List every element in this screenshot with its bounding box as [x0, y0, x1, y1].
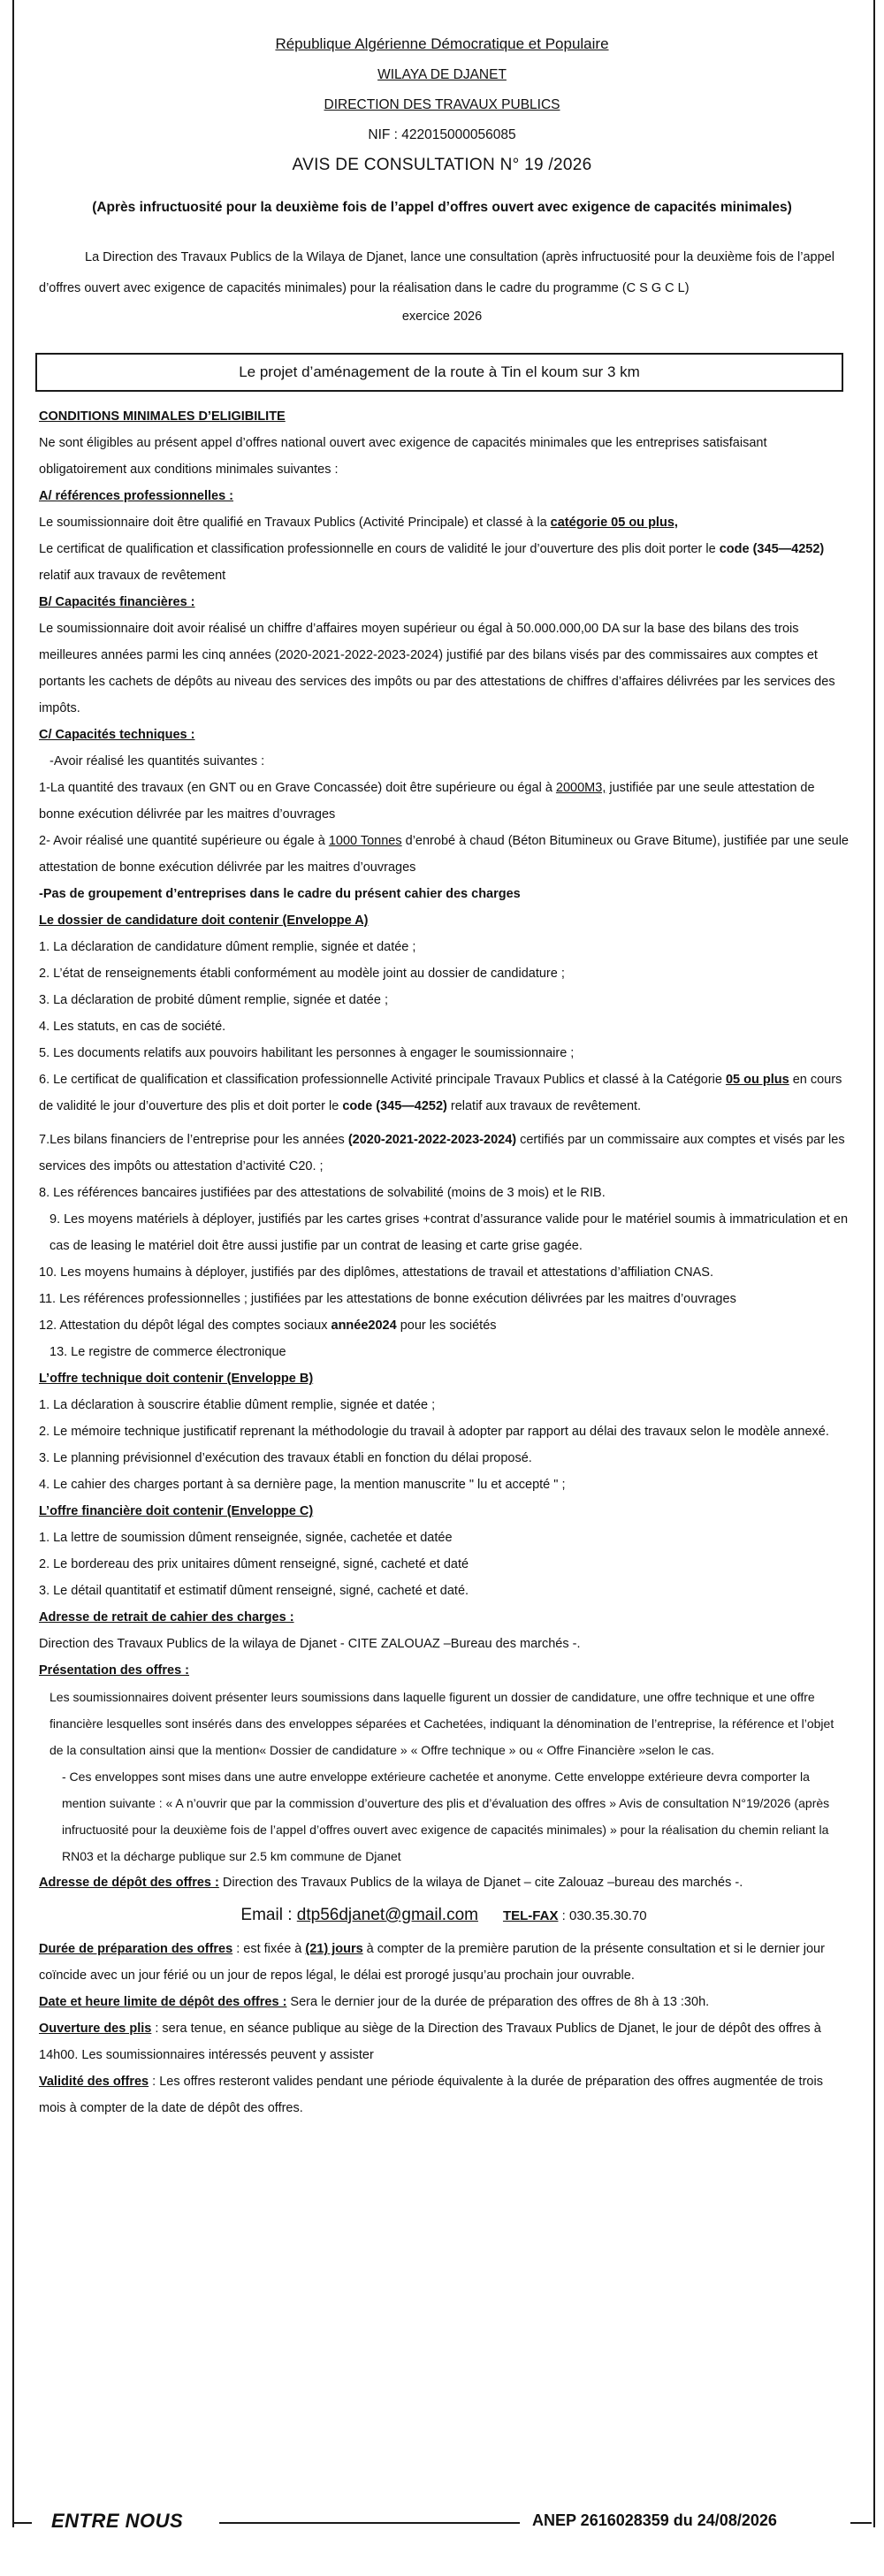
project-box [35, 353, 843, 392]
envelope-a-item: 4. Les statuts, en cas de société. [39, 1020, 226, 1034]
footer-bar [0, 2504, 884, 2540]
text-span: 1-La quantité des travaux (en GNT ou en Grave Concassée) doit être supérieure ou égal à [39, 781, 556, 795]
envelope-c-title: L’offre financière doit contenir (Enveloppe C) [39, 1504, 314, 1518]
date-limite-label: Date et heure limite de dépôt des offres : [39, 1995, 287, 2009]
presentation-title: Présentation des offres : [39, 1663, 190, 1678]
gnt-quantity: 2000M3, [555, 781, 606, 795]
text-span: justifiée par une seule attestation de bonne exécution délivrée par les maitres d’ouvrages [39, 781, 815, 822]
validite-paragraph [39, 2068, 849, 2121]
notice-title: AVIS DE CONSULTATION N° 19 /2026 [292, 156, 592, 174]
notice-subtitle: (Après infructuosité pour la deuxième fois de l’appel d’offres ouvert avec exigence de capacités minimales) [92, 200, 792, 215]
wilaya-heading: WILAYA DE DJANET [377, 67, 507, 82]
accounts-year: année2024 [331, 1319, 397, 1333]
activity-code: code (345—4252) [342, 1099, 447, 1113]
nif-number: NIF : 422015000056085 [368, 127, 516, 142]
text-span: : est fixée à [232, 1942, 306, 1956]
tel-label: TEL-FAX [502, 1908, 559, 1923]
intro-paragraph: La Direction des Travaux Publics de la Wilaya de Djanet, lance une consultation (après infructuosité pour la deuxième fois de l’appel d’offres ouvert avec exigence de capacités minimales) pour la réalisation dans le cadre du programme (C S G C L) [39, 250, 834, 295]
envelope-b-item: 3. Le planning prévisionnel d’exécution des travaux établi en fonction du délai proposé. [39, 1451, 532, 1465]
text-span: Sera le dernier jour de la durée de préparation des offres de 8h à 13 :30h. [286, 1995, 710, 2009]
envelope-c-item: 1. La lettre de soumission dûment renseignée, signée, cachetée et datée [39, 1531, 453, 1545]
envelope-c-item: 2. Le bordereau des prix unitaires dûment renseigné, signé, cacheté et daté [39, 1557, 469, 1571]
text-span: Le certificat de qualification et classification professionnelle en cours de validité le jour d’ouverture des plis doit porter le [39, 542, 720, 556]
footer-left-label: ENTRE NOUS [51, 2510, 184, 2532]
text-span: : sera tenue, en séance publique au siège de la Direction des Travaux Publics de Djanet, le jour de dépôt des offres à 14h00. Les soumissionnaires intéressés peuvent y assister [39, 2022, 821, 2062]
footer-rule-right [850, 2522, 872, 2524]
enrobe-quantity: 1000 Tonnes [328, 834, 402, 848]
text-span: certifiés par un commissaire aux comptes et visés par les services des impôts ou attestation d’activité C20. ; [39, 1133, 845, 1173]
depot-address [39, 1869, 849, 1896]
section-c-item-2 [39, 828, 849, 881]
footer-anep-reference: ANEP 2616028359 du 24/08/2026 [532, 2511, 777, 2529]
envelope-a-item-12 [39, 1312, 849, 1339]
email-label: Email : [240, 1906, 297, 1924]
text-span: : Les offres resteront valides pendant une période équivalente à la durée de préparation des offres augmentée de trois mois à compter de la date de dépôt des offres. [39, 2075, 823, 2115]
activity-code: code (345—4252) [719, 542, 825, 556]
fiscal-years: (2020-2021-2022-2023-2024) [347, 1133, 517, 1147]
text-span: 7.Les bilans financiers de l’entreprise pour les années [39, 1133, 348, 1147]
envelope-a-item: 1. La déclaration de candidature dûment remplie, signée et datée ; [39, 940, 416, 954]
section-c-intro: -Avoir réalisé les quantités suivantes : [50, 754, 265, 768]
validite-label: Validité des offres [39, 2075, 149, 2089]
text-span: à compter de la première parution de la présente consultation et si le dernier jour coïncide avec un jour férié ou un jour de repos légal, le délai est prorogé jusqu’au prochain jour ouvrable. [39, 1942, 825, 1983]
envelope-a-item-9: 9. Les moyens matériels à déployer, justifiés par les cartes grises +contrat d’assurance valide pour le matériel soumis à immatriculation et en cas de leasing le matériel doit être aussi justifie par un contrat de leasing et carte grise gagée. [50, 1212, 849, 1253]
text-span: d’enrobé à chaud (Béton Bitumineux ou Grave Bitume), justifiée par une seule attestation de bonne exécution délivrée par les maitres d’ouvrages [39, 834, 849, 875]
section-c-item-1 [39, 775, 849, 828]
envelope-a-item-11: 11. Les références professionnelles ; justifiées par les attestations de bonne exécution délivrées par les maitres d’ouvrages [39, 1292, 736, 1306]
republic-heading: République Algérienne Démocratique et Populaire [275, 35, 609, 52]
ouverture-label: Ouverture des plis [39, 2022, 152, 2036]
footer-rule-middle [219, 2522, 520, 2524]
section-a-title: A/ références professionnelles : [39, 489, 233, 503]
envelope-b-item: 4. Le cahier des charges portant à sa dernière page, la mention manuscrite " lu et accepté " ; [39, 1478, 566, 1492]
required-category: 05 ou plus [725, 1073, 789, 1087]
text-span: 6. Le certificat de qualification et classification professionnelle Activité principale Travaux Publics et classé à la Catégorie [39, 1073, 726, 1087]
date-limite-paragraph [39, 1989, 849, 2015]
section-b-title: B/ Capacités financières : [39, 595, 195, 609]
retrait-address: Direction des Travaux Publics de la wilaya de Djanet - CITE ZALOUAZ –Bureau des marchés -. [39, 1637, 581, 1651]
section-a-paragraph-2 [39, 536, 849, 589]
duree-paragraph [39, 1936, 849, 1989]
envelope-a-item-7 [39, 1127, 849, 1180]
envelope-a-item-10: 10. Les moyens humains à déployer, justifiés par des diplômes, attestations de travail et attestations d’affiliation CNAS. [39, 1265, 714, 1280]
text-span: 2- Avoir réalisé une quantité supérieure ou égale à [39, 834, 329, 848]
intro-exercice: exercice 2026 [401, 310, 483, 324]
text-span: Le soumissionnaire doit être qualifié en Travaux Publics (Activité Principale) et classé à la [39, 516, 551, 530]
envelope-b-item: 2. Le mémoire technique justificatif reprenant la méthodologie du travail à adopter par rapport au délai des travaux selon le modèle annexé. [39, 1425, 829, 1439]
envelope-c-item: 3. Le détail quantitatif et estimatif dûment renseigné, signé, cacheté et daté. [39, 1584, 469, 1598]
ouverture-paragraph [39, 2015, 849, 2068]
tel-fax [503, 1908, 647, 1923]
text-span: en cours de validité le jour d’ouverture des plis et doit porter le [39, 1073, 842, 1113]
email-link[interactable]: dtp56djanet@gmail.com [296, 1906, 478, 1924]
envelope-a-item-6 [39, 1066, 849, 1120]
text-span: relatif aux travaux de revêtement [39, 569, 226, 583]
envelope-a-item: 5. Les documents relatifs aux pouvoirs habilitant les personnes à engager le soumissionnaire ; [39, 1046, 575, 1060]
section-c-title: C/ Capacités techniques : [39, 728, 195, 742]
envelope-a-item-13: 13. Le registre de commerce électronique [50, 1345, 286, 1359]
notice-body [39, 403, 849, 2121]
eligibility-intro: Ne sont éligibles au présent appel d’offres national ouvert avec exigence de capacités minimales que les entreprises satisfaisant obligatoirement aux conditions minimales suivantes : [39, 436, 767, 477]
required-category: catégorie 05 ou plus, [550, 516, 678, 530]
contact-line [39, 1896, 849, 1936]
retrait-title: Adresse de retrait de cahier des charges : [39, 1610, 294, 1624]
duree-label: Durée de préparation des offres [39, 1942, 233, 1956]
duree-days: (21) jours [305, 1942, 363, 1956]
envelope-a-item-8: 8. Les références bancaires justifiées par des attestations de solvabilité (moins de 3 mois) et le RIB. [39, 1186, 606, 1200]
depot-label: Adresse de dépôt des offres : [39, 1876, 219, 1890]
text-span: pour les sociétés [396, 1319, 497, 1333]
envelope-b-item: 1. La déclaration à souscrire établie dûment remplie, signée et datée ; [39, 1398, 436, 1412]
envelope-a-title: Le dossier de candidature doit contenir (Enveloppe A) [39, 913, 369, 928]
eligibility-title: CONDITIONS MINIMALES D’ELIGIBILITE [39, 409, 286, 424]
text-span: 12. Attestation du dépôt légal des comptes sociaux [39, 1319, 332, 1333]
footer-rule-left [12, 2522, 32, 2524]
no-grouping-note: -Pas de groupement d’entreprises dans le cadre du présent cahier des charges [39, 887, 521, 901]
direction-heading: DIRECTION DES TRAVAUX PUBLICS [324, 97, 560, 112]
envelope-a-item: 2. L’état de renseignements établi conformément au modèle joint au dossier de candidature ; [39, 967, 565, 981]
envelope-b-title: L’offre technique doit contenir (Enveloppe B) [39, 1372, 314, 1386]
tel-number: : 030.35.30.70 [558, 1908, 647, 1923]
depot-text: Direction des Travaux Publics de la wilaya de Djanet – cite Zalouaz –bureau des marchés -. [218, 1876, 743, 1890]
section-a-paragraph-1 [39, 509, 849, 536]
envelope-a-item: 3. La déclaration de probité dûment remplie, signée et datée ; [39, 993, 388, 1007]
presentation-paragraph-2: - Ces enveloppes sont mises dans une autre enveloppe extérieure cachetée et anonyme. Cette enveloppe extérieure devra comporter la mention suivante : « A n’ouvrir que par la commission d’ouverture des plis et d’évaluation des offres » Avis de consultation N°19/2026 (après infructuosité pour la deuxième fois de l’appel d’offres ouvert avec exigence de capacités minimales) » pour la réalisation du chemin reliant la RN03 et la décharge publique sur 2.5 km commune de Djanet [62, 1770, 830, 1863]
section-b-paragraph: Le soumissionnaire doit avoir réalisé un chiffre d’affaires moyen supérieur ou égal à 50.000.000,00 DA sur la base des bilans des trois meilleures années parmi les cinq années (2020-2021-2022-2023-2024) justifié par des bilans visés par des commissaires aux comptes et portants les cachets de dépôts au niveau des services des impôts ou par des attestations de chiffres d’affaires délivrées par les services des impôts. [39, 622, 835, 715]
presentation-paragraph-1: Les soumissionnaires doivent présenter leurs soumissions dans laquelle figurent un dossier de candidature, une offre technique et une offre financière lesquelles sont insérés dans des enveloppes séparées et Cachetées, indiquant la dénomination de l’entreprise, la référence et l’objet de la consultation ainsi que la mention« Dossier de candidature » « Offre technique » ou « Offre Financière »selon le cas. [50, 1690, 834, 1757]
text-span: relatif aux travaux de revêtement. [446, 1099, 642, 1113]
project-title: Le projet d’aménagement de la route à Tin el koum sur 3 km [239, 363, 640, 380]
